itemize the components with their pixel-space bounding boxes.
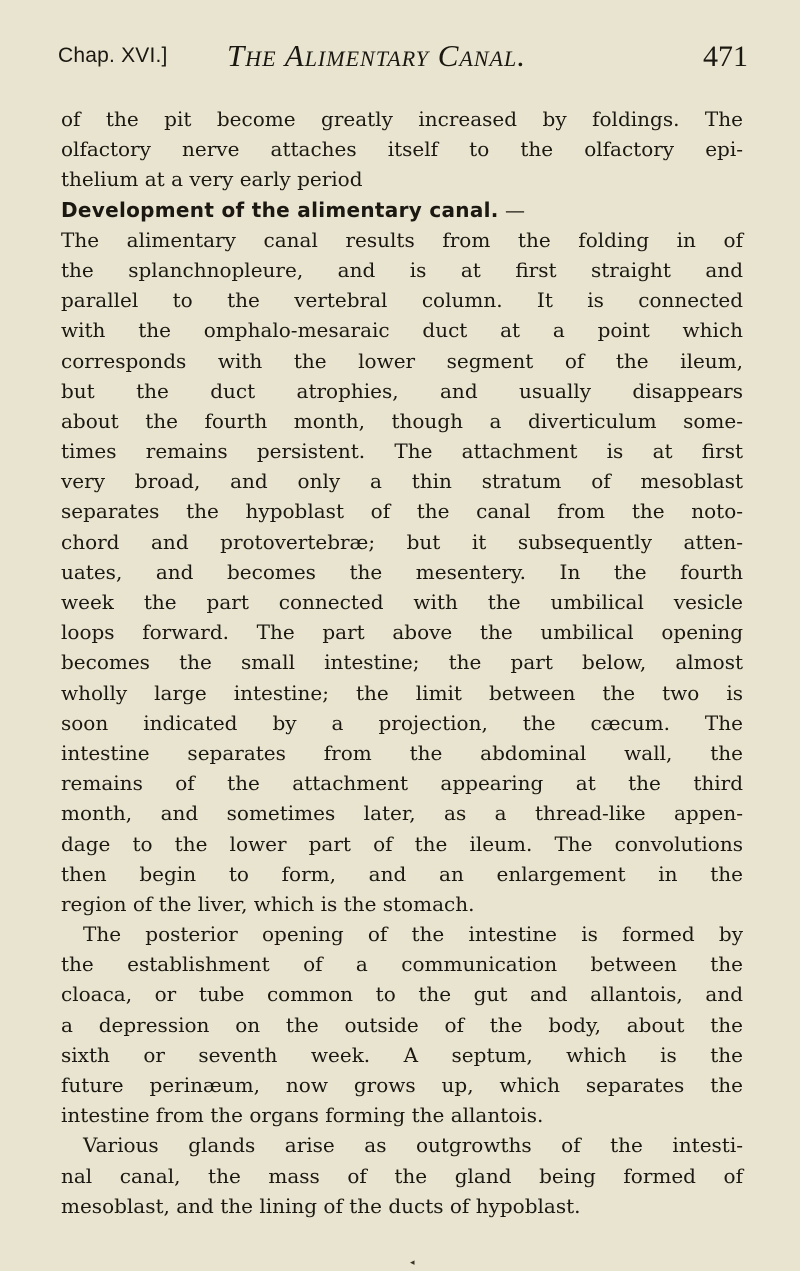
section-heading: Development of the alimentary canal. [61, 197, 499, 222]
text-line: mesoblast, and the lining of the ducts of hypoblast. [61, 1193, 581, 1218]
text-line: a depression on the outside of the body, about the [61, 1012, 743, 1037]
text-line: Various glands arise as outgrowths of the intesti- [83, 1133, 743, 1158]
text-line: region of the liver, which is the stomach. [61, 891, 475, 916]
section-heading-line [61, 195, 743, 225]
chapter-label: Chap. XVI.] [58, 44, 168, 67]
text-line: corresponds with the lower segment of the ileum, [61, 348, 743, 373]
text-line: olfactory nerve attaches itself to the olfactory epi- [61, 137, 743, 162]
text-line: week the part connected with the umbilical vesicle [61, 590, 743, 614]
text-line: thelium at a very early period [61, 167, 363, 192]
text-line: intestine from the organs forming the allantois. [61, 1103, 544, 1128]
text-line: separates the hypoblast of the canal from the noto- [61, 499, 743, 524]
text-line: wholly large intestine; the limit between the two is [61, 680, 743, 705]
text-line: nal canal, the mass of the gland being formed of [61, 1163, 743, 1188]
text-line: with the omphalo-mesaraic duct at a point which [61, 318, 743, 343]
footer-mark: ◂ [410, 1258, 415, 1268]
text-line: remains of the attachment appearing at the third [61, 771, 743, 796]
heading-dash: — [498, 197, 526, 222]
body-text [61, 104, 743, 1221]
running-head [58, 40, 748, 80]
text-line: intestine separates from the abdominal wall, the [61, 740, 743, 765]
text-line: future perinæum, now grows up, which separates the [61, 1073, 743, 1097]
text-line: becomes the small intestine; the part below, almost [61, 650, 743, 675]
text-line: the splanchnopleure, and is at first straight and [61, 257, 743, 282]
text-line: dage to the lower part of the ileum. The convolutions [61, 831, 743, 856]
text-line: The alimentary canal results from the folding in of [61, 227, 743, 252]
text-line: chord and protovertebræ; but it subsequently atten- [61, 529, 743, 554]
text-line: the establishment of a communication between the [61, 952, 743, 977]
text-line: times remains persistent. The attachment is at first [61, 439, 743, 464]
text-line: soon indicated by a projection, the cæcum. The [61, 710, 743, 735]
text-line: then begin to form, and an enlargement in the [61, 861, 743, 886]
text-line: loops forward. The part above the umbilical opening [61, 620, 743, 645]
text-line: The posterior opening of the intestine is formed by [83, 922, 743, 947]
text-line: parallel to the vertebral column. It is connected [61, 288, 743, 313]
text-line: month, and sometimes later, as a thread-like appen- [61, 801, 743, 826]
text-line: sixth or seventh week. A septum, which is the [61, 1042, 743, 1067]
text-line: but the duct atrophies, and usually disappears [61, 378, 743, 403]
text-line: very broad, and only a thin stratum of mesoblast [61, 469, 743, 494]
page-number: 471 [703, 40, 748, 73]
running-title: The Alimentary Canal. [227, 38, 526, 73]
text-line: cloaca, or tube common to the gut and allantois, and [61, 982, 743, 1007]
text-line: of the pit become greatly increased by foldings. The [61, 107, 743, 131]
text-line: uates, and becomes the mesentery. In the fourth [61, 559, 743, 584]
text-line: about the fourth month, though a diverticulum some- [61, 408, 743, 433]
